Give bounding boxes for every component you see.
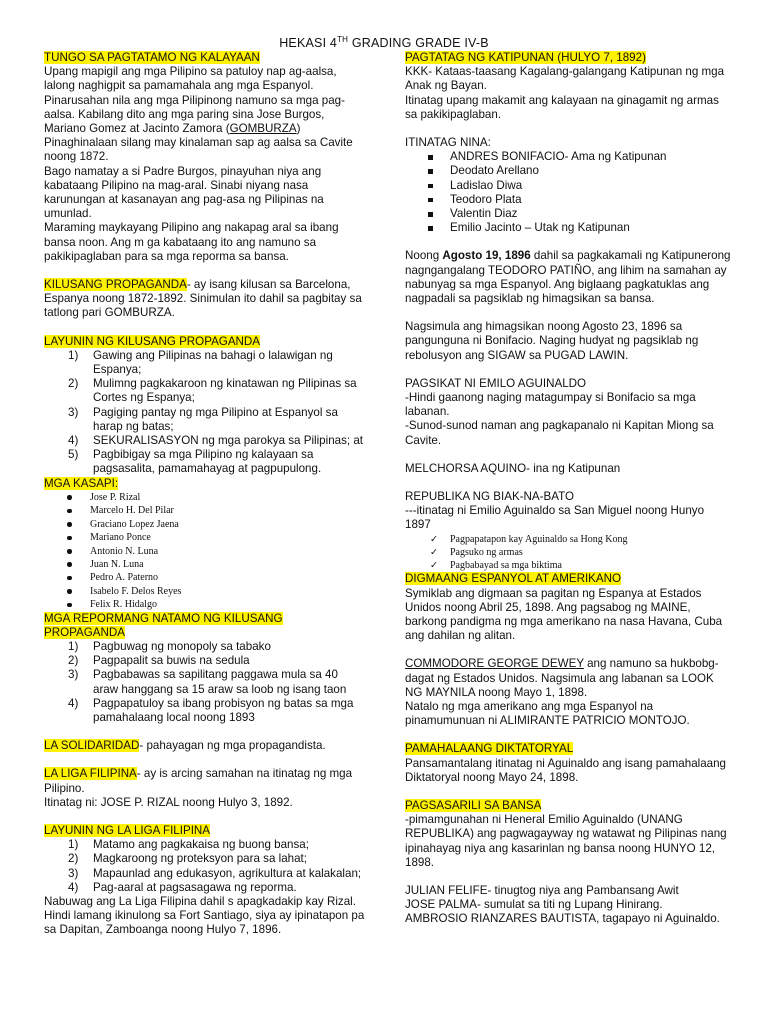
paragraph: Pansamantalang itinatag ni Aguinaldo ang isang pamahalaang Diktatoryal noong Mayo 24, 1898. [405,756,727,784]
section-heading-pagsasarili: PAGSASARILI SA BANSA [405,798,542,812]
list-item: ✓ Pagbabayad sa mga biktima [430,560,562,572]
list-item: Teodoro Plata [405,193,731,207]
checkmark-icon: ✓ [430,533,438,545]
square-bullet-icon [428,155,433,160]
list-item: Felix R. Hidalgo [44,598,366,611]
list-item: 2) Pagpapalit sa buwis na sedula [68,654,250,668]
list-item: ANDRES BONIFACIO- Ama ng Katipunan [405,150,731,164]
numbered-list [44,838,366,895]
paragraph: KKK- Kataas-taasang Kagalang-galangang Katipunan ng mga Anak ng Bayan. [405,65,725,93]
list-item: 2) Magkaroong ng proteksyon para sa lahat; [68,852,307,866]
paragraph: Maraming maykayang Pilipino ang nakapag aral sa ibang bansa noon. Ang m ga kabataang ito ang namuno sa pakikipaglaban para sa mga reporma sa bansa. [44,221,339,263]
paragraph: Itinatag ni: JOSE P. RIZAL noong Hulyo 3, 1892. [44,795,293,809]
bullet-icon [67,536,72,541]
paragraph: Upang mapigil ang mga Pilipino sa patuloy nap ag-aalsa, lalong naghigpit sa pamamahala ang mga Espanyol. Pinarusahan nila ang mga Pilipinong namuno sa mga pag-aalsa. Kabilang dito ang mga paring sina Jose Burgos, Mariano Gomez at Jacinto Zamora (GOMBURZA) Pinaghinalaan silang may kinalaman sap ag aalsa sa Cavite noong 1872. [44,65,353,164]
list-item: 4) Pag-aaral at pagsasagawa ng reporma. [68,880,297,894]
list-item: 1) Pagbuwag ng monopoly sa tabako [68,639,271,653]
paragraph: Nagsimula ang himagsikan noong Agosto 23, 1896 sa pangunguna ni Bonifacio. Naging hudyat ng pagsiklab ng rebolusyon ang SIGAW sa PUGAD LAWIN. [405,320,699,362]
founders-label: ITINATAG NINA: [405,136,491,150]
left-column [44,51,366,938]
paragraph: LA SOLIDARIDAD- pahayagan ng mga propagandista. [44,739,326,753]
list-item: Deodato Arellano [405,164,731,178]
checkmark-icon: ✓ [430,546,438,558]
list-item: 2) Mulimng pagkakaroon ng kinatawan ng Pilipinas sa Cortes ng Espanya; [68,377,357,405]
bullet-icon [67,603,72,608]
list-item: Antonio N. Luna [44,545,366,558]
section-heading-digmaan: DIGMAANG ESPANYOL AT AMERIKANO [405,572,622,586]
square-bullet-icon [428,198,433,203]
gomburza-underlined: GOMBURZA [229,122,297,136]
bullet-icon [67,522,72,527]
list-item: 3) Pagiging pantay ng mga Pilipino at Espanyol sa harap ng batas; [68,405,338,433]
list-item: 5) Pagbibigay sa mga Pilipino ng kalayaan sa pagsasalita, pamamahayag at pagpupulong. [68,448,322,476]
square-bullet-icon [428,212,433,217]
section-heading-aguinaldo: PAGSIKAT NI EMILO AGUINALDO [405,376,587,390]
paragraph: Nabuwag ang La Liga Filipina dahil s apagkadakip kay Rizal. Hindi lamang ikinulong sa Fort Santiago, siya ay ipinatapon pa sa Dapitan, Zamboanga noong Hulyo 7, 1896. [44,895,365,937]
paragraph: KILUSANG PROPAGANDA- ay isang kilusan sa Barcelona, Espanya noong 1872-1892. Sinimulan ito dahil sa pagbitay sa tatlong pari GOMBURZA. [44,278,362,320]
list-item: Graciano Lopez Jaena [44,518,366,531]
section-heading-layunin-propaganda: LAYUNIN NG KILUSANG PROPAGANDA [44,334,261,348]
bullet-icon [67,509,72,514]
list-item: 4) Pagpapatuloy sa ibang probisyon ng batas sa mga pamahalaang local noong 1893 [68,696,354,724]
list-item: Jose P. Rizal [44,491,366,504]
square-bullet-icon [428,226,433,231]
bullet-icon [67,495,72,500]
bold-date: Agosto 19, 1896 [442,249,531,263]
section-heading-diktatoryal: PAMAHALAANG DIKTATORYAL [405,742,574,756]
section-heading-layunin-liga: LAYUNIN NG LA LIGA FILIPINA [44,823,211,837]
dewey-underlined: COMMODORE GEORGE DEWEY [405,657,584,671]
paragraph: COMMODORE GEORGE DEWEY ang namuno sa hukbobg-dagat ng Estados Unidos. Nagsimula ang labanan sa LOOK NG MAYNILA noong Mayo 1, 1898. [405,657,719,699]
section-heading-biak-na-bato: REPUBLIKA NG BIAK-NA-BATO [405,490,575,504]
paragraph: JULIAN FELIFE- tinugtog niya ang Pambansang Awit [405,883,679,897]
paragraph: Bago namatay a si Padre Burgos, pinayuhan niya ang kabataang Pilipino na mag-aral. Sinabi niyang nasa karunungan at kasanayan ang pag-asa ng Pilipinas na umunlad. [44,164,324,221]
list-item: Isabelo F. Delos Reyes [44,585,366,598]
list-item: Valentin Diaz [405,207,731,221]
paragraph: AMBROSIO RIANZARES BAUTISTA, tagapayo ni Aguinaldo. [405,912,720,926]
numbered-list [44,349,366,477]
list-item: Emilio Jacinto – Utak ng Katipunan [405,221,731,235]
list-item: Juan N. Luna [44,558,366,571]
square-bullet-icon [428,169,433,174]
checkmark-icon: ✓ [430,560,438,572]
paragraph: LA LIGA FILIPINA- ay is arcing samahan na itinatag ng mga Pilipino. [44,767,353,795]
checklist [405,533,731,573]
right-column [405,51,731,927]
paragraph: Symiklab ang digmaan sa pagitan ng Espanya at Estados Unidos noong Abril 25, 1898. Ang pagsabog ng MAINE, barkong pandigma ng mga amerikano na nasa Havana, Cuba ang dahilan ng alitan. [405,586,723,643]
section-heading-katipunan: PAGTATAG NG KATIPUNAN (HULYO 7, 1892) [405,51,646,64]
member-list [44,491,366,612]
paragraph: JOSE PALMA- sumulat sa titi ng Lupang Hinirang. [405,898,663,912]
section-heading-tungo: TUNGO SA PAGTATAMO NG KALAYAAN [44,51,260,64]
list-item: Mariano Ponce [44,531,366,544]
section-heading-mga-kasapi: MGA KASAPI: [44,476,119,490]
founders-list [405,150,731,235]
paragraph: -Sunod-sunod naman ang pagkapanalo ni Kapitan Miong sa Cavite. [405,419,714,447]
bullet-icon [67,549,72,554]
list-item: Marcelo H. Del Pilar [44,504,366,517]
list-item: Ladislao Diwa [405,179,731,193]
bullet-icon [67,576,72,581]
section-heading-la-solidaridad: LA SOLIDARIDAD [44,739,140,753]
paragraph: Itinatag upang makamit ang kalayaan na ginagamit ng armas sa pakikipaglaban. [405,93,719,121]
paragraph: -Hindi gaanong naging matagumpay si Bonifacio sa mga labanan. [405,391,696,419]
section-heading-mga-reporma: MGA REPORMANG NATAMO NG KILUSANG PROPAGANDA [44,611,283,639]
list-item: 1) Matamo ang pagkakaisa ng buong bansa; [68,838,309,852]
list-item: 3) Pagbabawas sa sapilitang paggawa mula sa 40 araw hanggang sa 15 araw sa loob ng isang taon [68,668,347,696]
section-heading-la-liga: LA LIGA FILIPINA [44,767,137,781]
list-item: Pedro A. Paterno [44,571,366,584]
paragraph: Natalo ng mga amerikano ang mga Espanyol na pinamumunuan ni ALIMIRANTE PATRICIO MONTOJO. [405,699,690,728]
square-bullet-icon [428,184,433,189]
list-item: ✓ Pagpapatapon kay Aguinaldo sa Hong Kong [430,533,628,545]
bullet-icon [67,589,72,594]
list-item: 1) Gawing ang Pilipinas na bahagi o lalawigan ng Espanya; [68,348,333,377]
paragraph: Noong Agosto 19, 1896 dahil sa pagkakamali ng Katipunerong nagngangalang TEODORO PATIÑO, ang lihim na samahan ay nabunyag sa mga Espanyol. Ang biglaang pagkatuklas ang nagpadali sa pagsiklab ng himagsikan sa bansa. [405,249,731,306]
bullet-icon [67,562,72,567]
list-item: ✓ Pagsuko ng armas [430,546,523,558]
paragraph: -pimamgunahan ni Heneral Emilio Aguinaldo (UNANG REPUBLIKA) ang pagwagayway ng watawat ng Pilipinas nang ipinahayag niya ang kasarinlan ng bansa noong HUNYO 12, 1898. [405,813,727,869]
paragraph: ---itinatag ni Emilio Aguinaldo sa San Miguel noong Hunyo 1897 [405,504,705,532]
list-item: 3) Mapaunlad ang edukasyon, agrikultura at kalakalan; [68,866,362,880]
paragraph: MELCHORSA AQUINO- ina ng Katipunan [405,461,621,475]
list-item: 4) SEKURALISASYON ng mga parokya sa Pilipinas; at [68,434,364,448]
numbered-list [44,640,366,725]
page-title: HEKASI 4TH GRADING GRADE IV-B [279,35,489,50]
section-heading-kilusang-propaganda: KILUSANG PROPAGANDA [44,278,187,292]
